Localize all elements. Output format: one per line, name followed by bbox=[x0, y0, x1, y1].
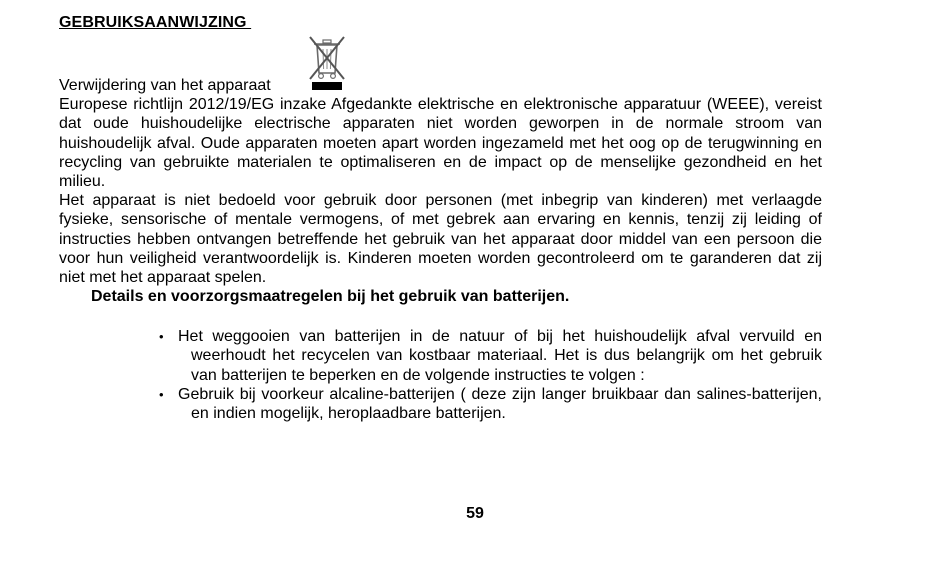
weee-directive-paragraph: Europese richtlijn 2012/19/EG inzake Afgedankte elektrische en elektronische apparatuur (WEEE), vereist dat oude huishoudelijke electrische apparaten niet worden geworpen in de normale stroom van huishoudelijk afval. Oude apparaten moeten apart worden ingezameld met het oog op de terugwinning en recycling van gebruikte materialen te optimaliseren en de impact op de menselijke gezondheid en het milieu. bbox=[59, 96, 822, 191]
list-item-text: Gebruik bij voorkeur alcaline-batterijen ( deze zijn langer bruikbaar dan salines-batterijen, en indien mogelijk, heroplaadbare batterijen. bbox=[178, 385, 822, 423]
crossed-out-wheelie-bin-icon bbox=[305, 33, 349, 91]
bullet-icon: • bbox=[159, 386, 164, 402]
battery-instructions-list bbox=[140, 327, 822, 423]
page-number: 59 bbox=[466, 505, 484, 522]
list-item-text: Het weggooien van batterijen in de natuur of bij het huishoudelijk afval vervuild en weerhoudt het recycelen van kostbaar materiaal. Het is dus belangrijk om het gebruik van batterijen te beperken en de volgende instructies te volgen : bbox=[178, 328, 822, 384]
list-item bbox=[140, 327, 822, 385]
document-title: GEBRUIKSAANWIJZING bbox=[59, 14, 252, 31]
batteries-heading: Details en voorzorgsmaatregelen bij het gebruik van batterijen. bbox=[91, 288, 570, 305]
disposal-heading: Verwijdering van het apparaat bbox=[59, 77, 271, 94]
safety-paragraph: Het apparaat is niet bedoeld voor gebruik door personen (met inbegrip van kinderen) met verlaagde fysieke, sensorische of mentale vermogens, of met gebrek aan ervaring en kennis, tenzij zij leiding of instructies hebben ontvangen betreffende het gebruik van het apparaat door middel van een persoon die voor hun veiligheid verantwoordelijk is. Kinderen moeten worden gecontroleerd om te garanderen dat zij niet met het apparaat spelen. bbox=[59, 192, 822, 287]
bullet-icon: • bbox=[159, 329, 164, 344]
list-item bbox=[140, 385, 822, 424]
